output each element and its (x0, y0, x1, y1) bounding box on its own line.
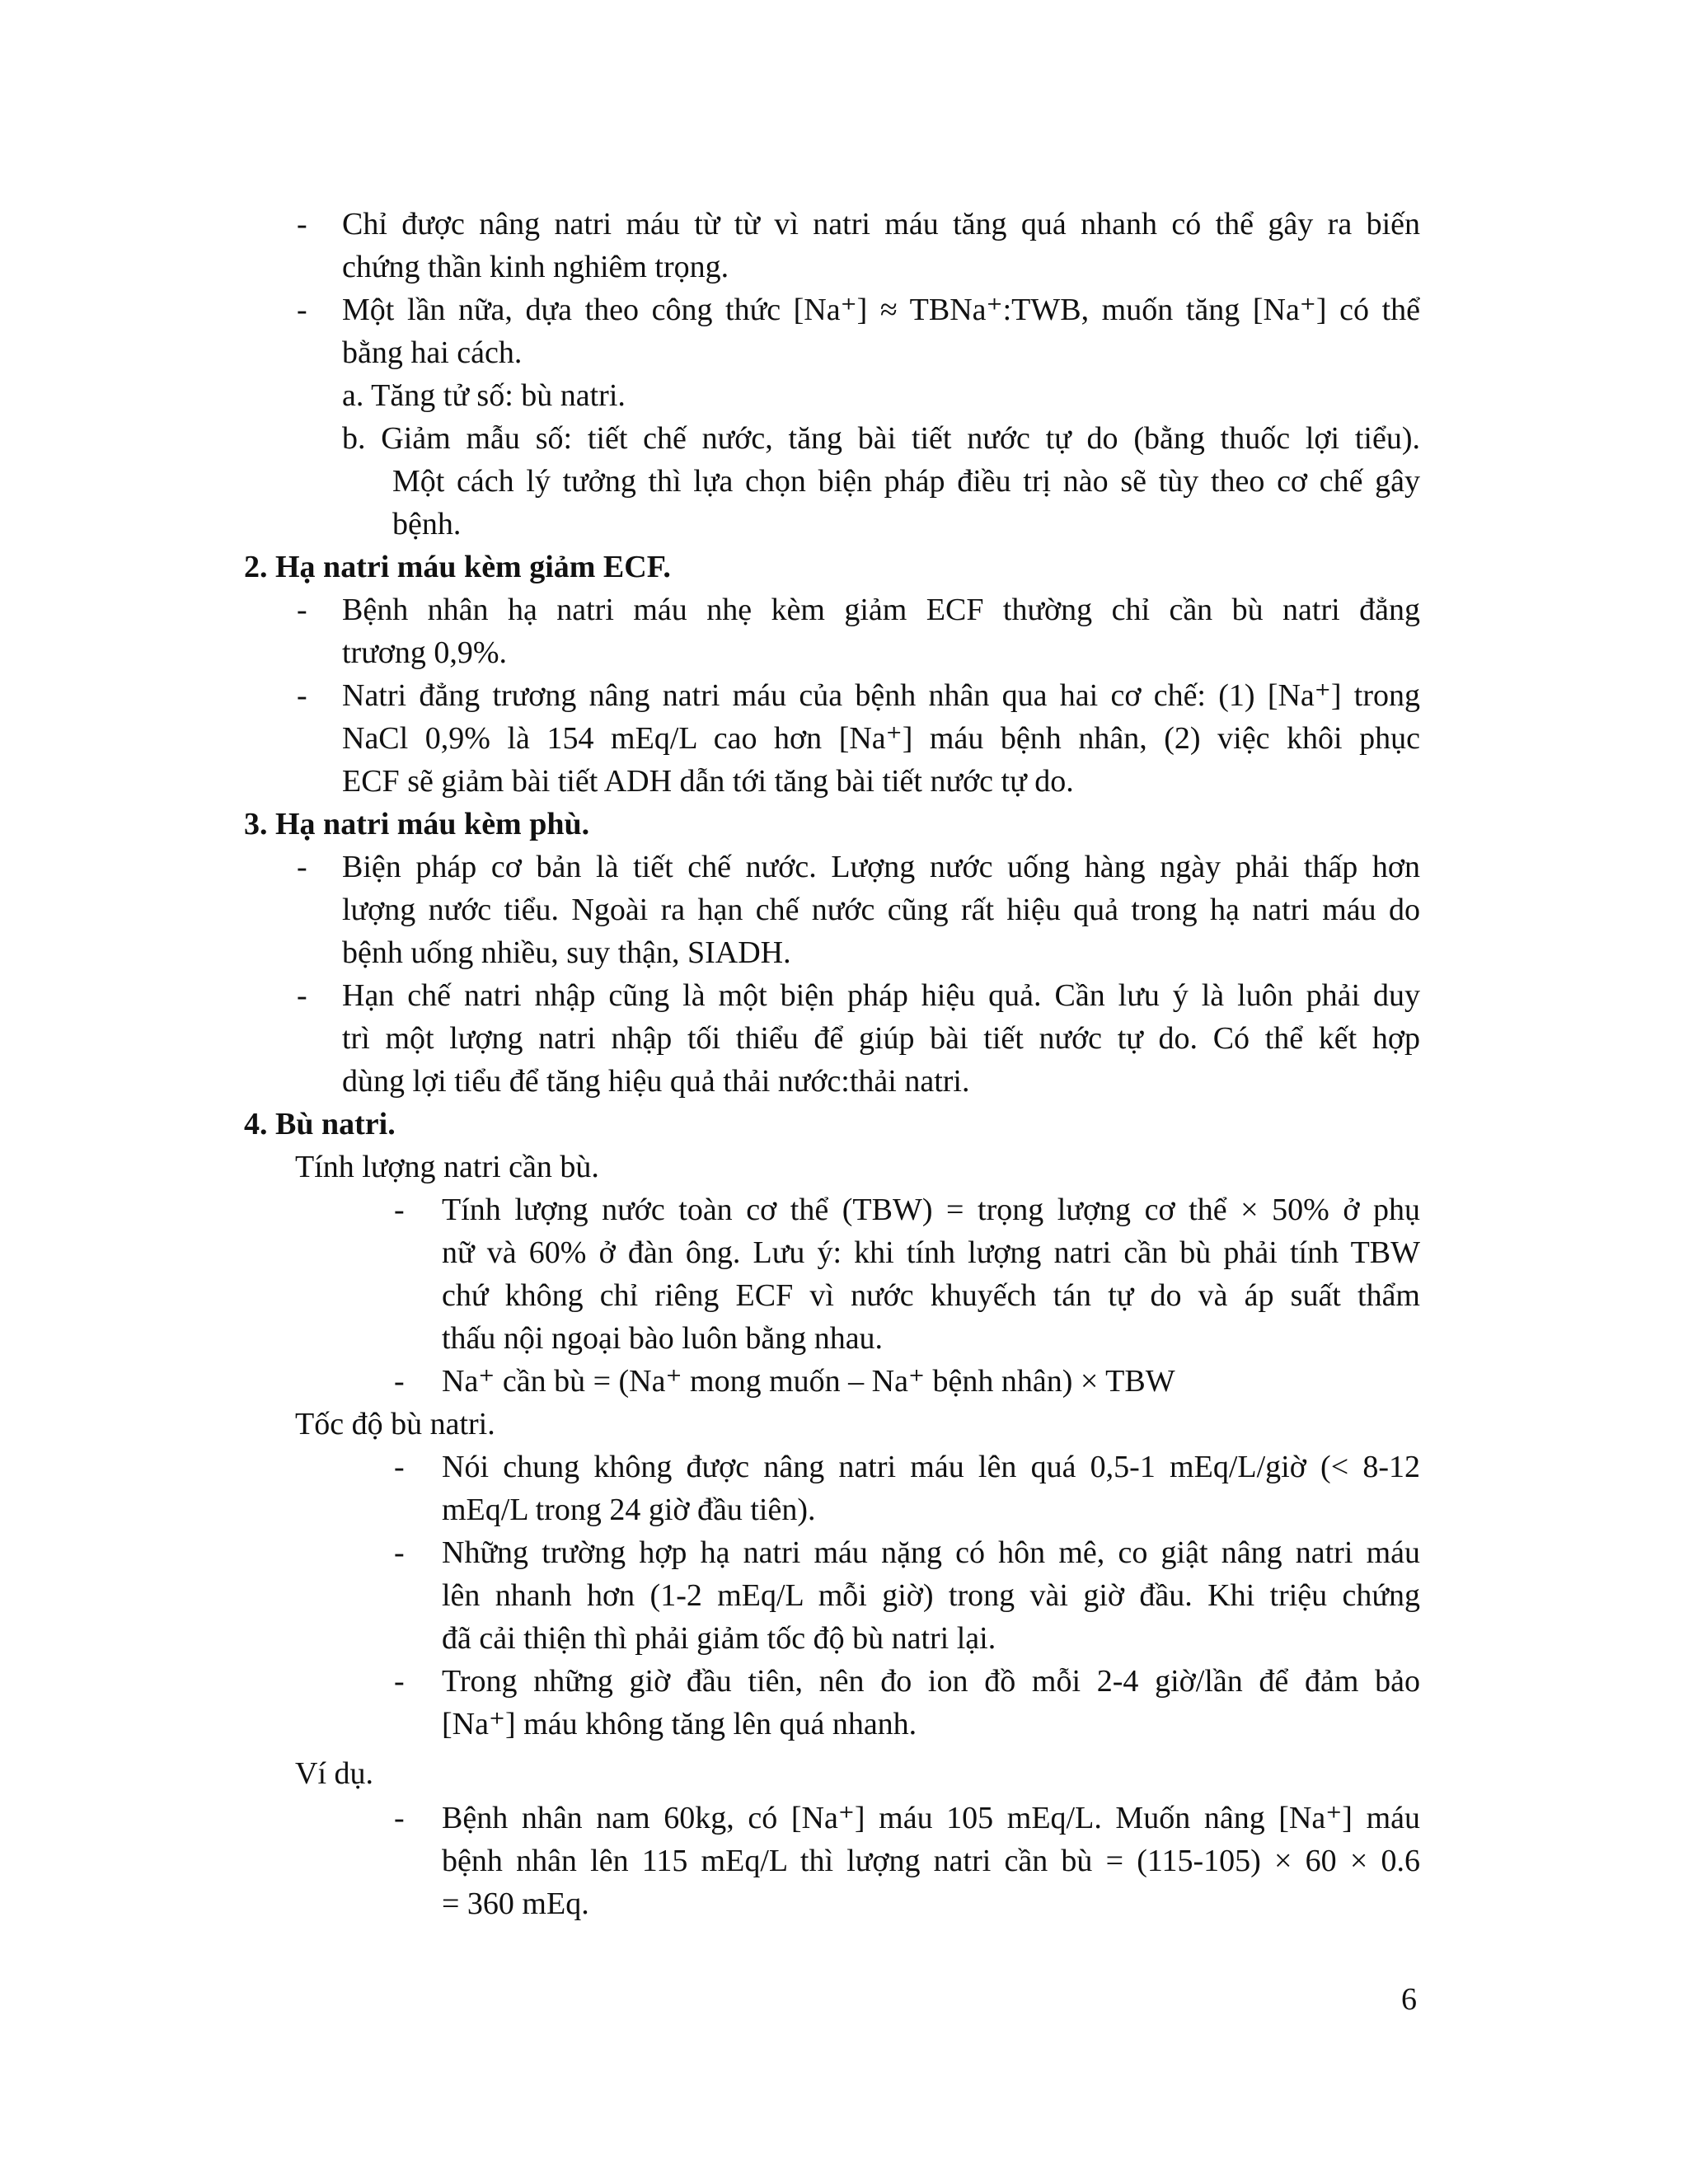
page-number: 6 (1401, 1982, 1417, 2017)
paragraph-line: NaCl 0,9% là 154 mEq/L cao hơn [Na⁺] máu bệnh nhân, (2) việc khôi phục (342, 721, 1420, 756)
bullet-dash: - (394, 1193, 405, 1227)
bullet-dash: - (297, 593, 307, 627)
bullet-dash: - (394, 1450, 405, 1484)
bullet-dash: - (394, 1364, 405, 1399)
paragraph-line: Những trường hợp hạ natri máu nặng có hôn mê, co giật nâng natri máu (442, 1535, 1420, 1570)
bullet-dash: - (394, 1535, 405, 1570)
paragraph-line: Bệnh nhân hạ natri máu nhẹ kèm giảm ECF thường chỉ cần bù natri đẳng (342, 593, 1420, 627)
paragraph-line: [Na⁺] máu không tăng lên quá nhanh. (442, 1707, 917, 1741)
paragraph-line: lượng nước tiểu. Ngoài ra hạn chế nước cũng rất hiệu quả trong hạ natri máu do (342, 893, 1420, 927)
paragraph-line: Tính lượng nước toàn cơ thể (TBW) = trọng lượng cơ thể × 50% ở phụ (442, 1193, 1420, 1227)
bullet-dash: - (297, 293, 307, 327)
list-item-b: b. Giảm mẫu số: tiết chế nước, tăng bài tiết nước tự do (bằng thuốc lợi tiểu). (342, 421, 1420, 456)
paragraph-line: chứ không chỉ riêng ECF vì nước khuyếch tán tự do và áp suất thẩm (442, 1278, 1420, 1313)
section-heading-4: 4. Bù natri. (244, 1107, 396, 1141)
list-item-a: a. Tăng tử số: bù natri. (342, 378, 626, 413)
subheading: Tính lượng natri cần bù. (295, 1150, 599, 1184)
paragraph-line: nữ và 60% ở đàn ông. Lưu ý: khi tính lượng natri cần bù phải tính TBW (442, 1235, 1420, 1270)
paragraph-line: lên nhanh hơn (1-2 mEq/L mỗi giờ) trong vài giờ đầu. Khi triệu chứng (442, 1578, 1420, 1613)
paragraph-line: bằng hai cách. (342, 335, 523, 370)
bullet-dash: - (297, 850, 307, 884)
paragraph-line: Natri đẳng trương nâng natri máu của bệnh nhân qua hai cơ chế: (1) [Na⁺] trong (342, 678, 1420, 713)
paragraph-line: bệnh nhân lên 115 mEq/L thì lượng natri cần bù = (115-105) × 60 × 0.6 (442, 1844, 1420, 1878)
paragraph-line: Nói chung không được nâng natri máu lên quá 0,5-1 mEq/L/giờ (< 8-12 (442, 1450, 1420, 1484)
paragraph-line: Trong những giờ đầu tiên, nên đo ion đồ mỗi 2-4 giờ/lần để đảm bảo (442, 1664, 1420, 1699)
paragraph-line: Chỉ được nâng natri máu từ từ vì natri máu tăng quá nhanh có thể gây ra biến (342, 207, 1420, 241)
paragraph-line: trương 0,9%. (342, 635, 508, 670)
bullet-dash: - (297, 207, 307, 241)
section-heading-2: 2. Hạ natri máu kèm giảm ECF. (244, 550, 671, 584)
paragraph-line: bệnh. (392, 507, 462, 541)
paragraph-line: Một lần nữa, dựa theo công thức [Na⁺] ≈ TBNa⁺:TWB, muốn tăng [Na⁺] có thể (342, 293, 1420, 327)
paragraph-line: trì một lượng natri nhập tối thiểu để giúp bài tiết nước tự do. Có thể kết hợp (342, 1021, 1420, 1056)
paragraph-line: dùng lợi tiểu để tăng hiệu quả thải nước:thải natri. (342, 1064, 970, 1099)
paragraph-line: Một cách lý tưởng thì lựa chọn biện pháp điều trị nào sẽ tùy theo cơ chế gây (392, 464, 1420, 499)
paragraph-line: Hạn chế natri nhập cũng là một biện pháp hiệu quả. Cần lưu ý là luôn phải duy (342, 978, 1420, 1013)
paragraph-line: thấu nội ngoại bào luôn bằng nhau. (442, 1321, 884, 1356)
paragraph-line: = 360 mEq. (442, 1886, 589, 1921)
section-heading-3: 3. Hạ natri máu kèm phù. (244, 807, 590, 841)
bullet-dash: - (297, 678, 307, 713)
formula-line: Na⁺ cần bù = (Na⁺ mong muốn – Na⁺ bệnh nhân) × TBW (442, 1364, 1175, 1399)
bullet-dash: - (297, 978, 307, 1013)
bullet-dash: - (394, 1664, 405, 1699)
paragraph-line: Biện pháp cơ bản là tiết chế nước. Lượng nước uống hàng ngày phải thấp hơn (342, 850, 1420, 884)
subheading: Tốc độ bù natri. (295, 1407, 495, 1441)
paragraph-line: đã cải thiện thì phải giảm tốc độ bù natri lại. (442, 1621, 996, 1656)
paragraph-line: bệnh uống nhiều, suy thận, SIADH. (342, 935, 791, 970)
paragraph-line: ECF sẽ giảm bài tiết ADH dẫn tới tăng bài tiết nước tự do. (342, 764, 1074, 799)
bullet-dash: - (394, 1801, 405, 1835)
paragraph-line: mEq/L trong 24 giờ đầu tiên). (442, 1493, 816, 1527)
paragraph-line: chứng thần kinh nghiêm trọng. (342, 250, 729, 284)
subheading: Ví dụ. (295, 1756, 373, 1791)
paragraph-line: Bệnh nhân nam 60kg, có [Na⁺] máu 105 mEq/L. Muốn nâng [Na⁺] máu (442, 1801, 1420, 1835)
